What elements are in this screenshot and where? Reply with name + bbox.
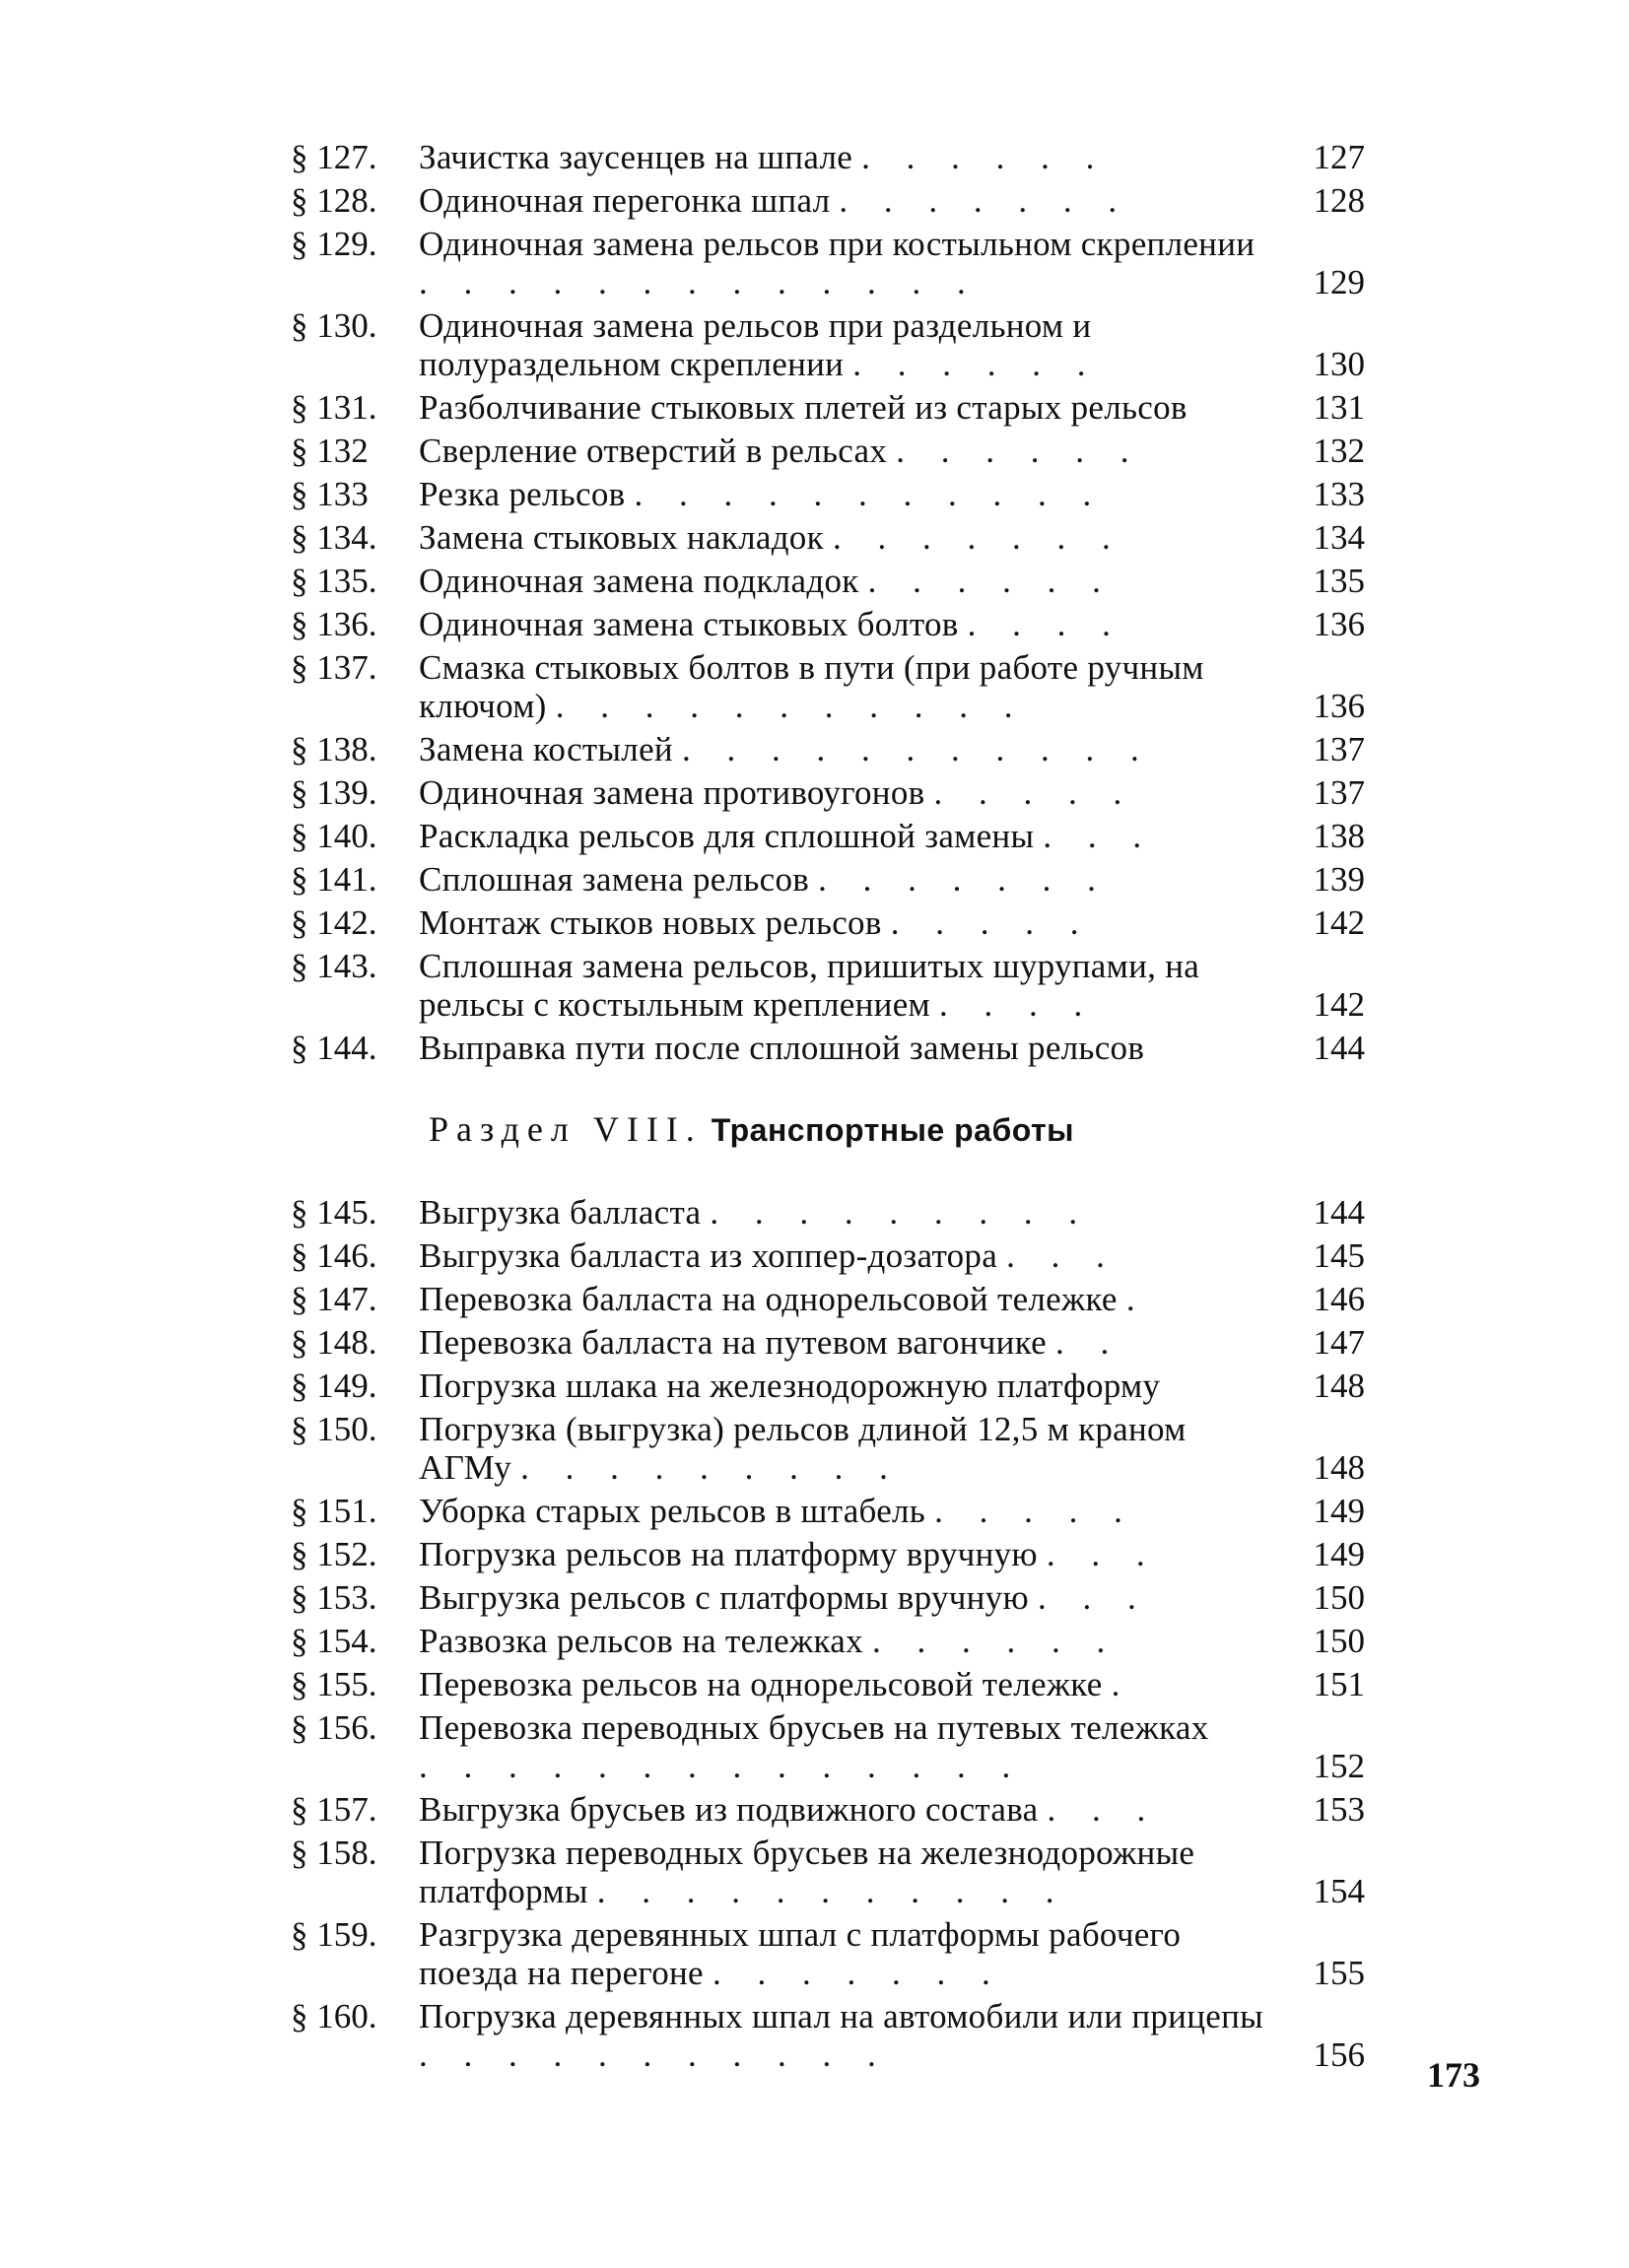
toc-entry-leader: . . . . . . . . . . . xyxy=(682,730,1153,768)
toc-entry xyxy=(291,817,1365,855)
toc-entry-title: Одиночная замена противоугонов xyxy=(419,773,925,812)
toc-entry-section: § 140. xyxy=(291,817,377,855)
section-heading xyxy=(429,1108,1365,1150)
toc-entry-title: Погрузка (выгрузка) рельсов длиной 12,5 м краном АГМу xyxy=(419,1410,1187,1487)
toc-entry-title: Перевозка балласта на однорельсовой тележке xyxy=(419,1280,1118,1318)
toc-entry-title-wrap xyxy=(419,1578,1276,1617)
toc-entry-title: Сверление отверстий в рельсах xyxy=(419,432,888,470)
toc-entry-page: 149 xyxy=(1313,1492,1365,1530)
toc-entry-title: Раскладка рельсов для сплошной замены xyxy=(419,817,1035,855)
toc-entry-page: 133 xyxy=(1313,475,1365,513)
toc-entry-title-wrap xyxy=(419,475,1276,513)
toc-entry-leader: . . . xyxy=(1038,1578,1150,1617)
toc-entry xyxy=(291,475,1365,513)
toc-entry-page: 151 xyxy=(1313,1665,1365,1703)
toc-entry-page: 152 xyxy=(1313,1747,1365,1785)
toc-entry-section: § 146. xyxy=(291,1236,377,1275)
toc-entry-title: Разгрузка деревянных шпал с платформы рабочего поезда на перегоне xyxy=(419,1915,1182,1992)
toc-entry-title-wrap xyxy=(419,1323,1276,1362)
toc-entry-leader: . . . . . xyxy=(934,1492,1136,1530)
toc-entry xyxy=(291,1029,1365,1067)
toc-entry-page: 154 xyxy=(1313,1872,1365,1910)
toc-entry-title: Выгрузка балласта xyxy=(419,1193,702,1232)
toc-entry-page: 139 xyxy=(1313,860,1365,899)
toc-entry xyxy=(291,947,1365,1024)
toc-entry-title-wrap xyxy=(419,817,1276,855)
toc-entry-page: 142 xyxy=(1313,903,1365,942)
toc-entry-title-wrap xyxy=(419,1997,1276,2074)
toc-entry-title: Выгрузка балласта из хоппер-дозатора xyxy=(419,1236,998,1275)
toc-entry-title: Погрузка деревянных шпал на автомобили или прицепы xyxy=(419,1997,1263,2035)
toc-entry-page: 156 xyxy=(1313,2035,1365,2074)
toc-entry-title-wrap xyxy=(419,388,1276,427)
toc-entry-page: 150 xyxy=(1313,1622,1365,1660)
toc-entry-leader: . . . . xyxy=(939,985,1097,1024)
toc-entry-section: § 149. xyxy=(291,1367,377,1405)
toc-entry-title: Перевозка балласта на путевом вагончике xyxy=(419,1323,1047,1362)
toc-entry-title-wrap xyxy=(419,1665,1276,1703)
toc-entry xyxy=(291,1280,1365,1318)
toc-entry-title: Сплошная замена рельсов xyxy=(419,860,810,899)
toc-entry-title: Замена стыковых накладок xyxy=(419,518,824,557)
toc-entry-title: Уборка старых рельсов в штабель xyxy=(419,1492,926,1530)
toc-entry xyxy=(291,306,1365,383)
toc-entry-leader: . . . . . . . . . . . . . xyxy=(419,263,980,301)
toc-entry-title: Разболчивание стыковых плетей из старых рельсов xyxy=(419,388,1188,427)
toc-entry-leader: . . . . . . xyxy=(861,138,1109,176)
toc-entry xyxy=(291,860,1365,899)
toc-entry-leader: . . . . . . . . . . . . . . xyxy=(419,1747,1025,1785)
toc-entry-page: 134 xyxy=(1313,518,1365,557)
toc-entry-leader: . . . xyxy=(1006,1236,1119,1275)
section-heading-title: Транспортные работы xyxy=(711,1112,1074,1148)
toc-entry-leader: . . . . . xyxy=(890,903,1093,942)
page-number: 173 xyxy=(1427,2055,1480,2095)
toc-entry-page: 145 xyxy=(1313,1236,1365,1275)
toc-entry-title: Одиночная замена подкладок xyxy=(419,562,859,600)
toc-entry xyxy=(291,605,1365,643)
toc-entry-section: § 141. xyxy=(291,860,377,899)
toc-entry-section: § 152. xyxy=(291,1535,377,1573)
toc-entry xyxy=(291,518,1365,557)
toc-entry-title-wrap xyxy=(419,903,1276,942)
toc-entry xyxy=(291,1535,1365,1573)
toc-entry-section: § 160. xyxy=(291,1997,377,2035)
toc-entry-title-wrap xyxy=(419,605,1276,643)
toc-entry-section: § 132 xyxy=(291,432,369,470)
toc-entry-leader: . . . . . . . xyxy=(818,860,1110,899)
toc-entry-leader: . xyxy=(1111,1665,1134,1703)
toc-list-top xyxy=(291,138,1365,1067)
toc-entry xyxy=(291,1665,1365,1703)
toc-entry-section: § 156. xyxy=(291,1708,377,1747)
toc-entry-title-wrap xyxy=(419,1029,1276,1067)
toc-entry-leader: . . . . xyxy=(967,605,1124,643)
toc-entry-section: § 142. xyxy=(291,903,377,942)
toc-entry-title: Резка рельсов xyxy=(419,475,626,513)
toc-entry xyxy=(291,1410,1365,1487)
toc-entry-leader: . . . . . xyxy=(933,773,1136,812)
toc-entry xyxy=(291,225,1365,301)
toc-entry-title: Смазка стыковых болтов в пути (при работе ручным ключом) xyxy=(419,648,1204,725)
toc-entry xyxy=(291,903,1365,942)
toc-entry-section: § 135. xyxy=(291,562,377,600)
toc-entry xyxy=(291,138,1365,176)
toc-entry-page: 142 xyxy=(1313,985,1365,1024)
toc-entry-leader: . . . xyxy=(1047,1790,1160,1829)
toc-entry-leader: . . . xyxy=(1043,817,1156,855)
toc-entry xyxy=(291,1578,1365,1617)
toc-entry-page: 132 xyxy=(1313,432,1365,470)
toc-entry-section: § 128. xyxy=(291,181,377,220)
toc-entry-title-wrap xyxy=(419,1236,1276,1275)
toc-entry-leader: . . . . . . . xyxy=(832,518,1124,557)
toc-entry-section: § 134. xyxy=(291,518,377,557)
toc-entry-section: § 131. xyxy=(291,388,377,427)
toc-entry-leader: . . . . . . . xyxy=(712,1954,1004,1992)
toc-entry-page: 138 xyxy=(1313,817,1365,855)
toc-entry-title: Одиночная замена рельсов при раздельном и полураздельном скреплении xyxy=(419,306,1092,383)
toc-entry-page: 147 xyxy=(1313,1323,1365,1362)
toc-entry xyxy=(291,1236,1365,1275)
toc-entry-title: Перевозка переводных брусьев на путевых тележках xyxy=(419,1708,1209,1747)
toc-entry-title: Сплошная замена рельсов, пришитых шурупами, на рельсы с костыльным креплением xyxy=(419,947,1200,1024)
toc-entry-page: 127 xyxy=(1313,138,1365,176)
toc-entry-section: § 138. xyxy=(291,730,377,768)
toc-entry-leader: . . . . . . . . . xyxy=(520,1448,902,1487)
toc-entry-title-wrap xyxy=(419,773,1276,812)
toc-entry-page: 153 xyxy=(1313,1790,1365,1829)
toc-entry-page: 144 xyxy=(1313,1029,1365,1067)
toc-entry-leader: . . . xyxy=(1046,1535,1159,1573)
toc-entry-section: § 155. xyxy=(291,1665,377,1703)
toc-entry-page: 131 xyxy=(1313,388,1365,427)
toc-entry-title-wrap xyxy=(419,648,1276,725)
toc-entry-section: § 158. xyxy=(291,1834,377,1872)
toc-entry-title: Одиночная замена рельсов при костыльном скреплении xyxy=(419,225,1256,263)
toc-entry-leader: . . . . . . . . . . . xyxy=(419,2035,890,2074)
toc-entry xyxy=(291,562,1365,600)
toc-entry-page: 129 xyxy=(1313,263,1365,301)
toc-entry xyxy=(291,1790,1365,1829)
toc-entry xyxy=(291,648,1365,725)
toc-entry-section: § 143. xyxy=(291,947,377,985)
toc-entry-section: § 159. xyxy=(291,1915,377,1954)
toc-entry-title-wrap xyxy=(419,1790,1276,1829)
toc-entry-leader: . . . . . . xyxy=(852,345,1100,383)
toc-entry xyxy=(291,1915,1365,1992)
toc-entry-page: 128 xyxy=(1313,181,1365,220)
toc-entry-leader: . . . . . . . . . xyxy=(710,1193,1092,1232)
toc-entry-title-wrap xyxy=(419,1834,1276,1910)
toc-entry-section: § 150. xyxy=(291,1410,377,1448)
toc-entry-section: § 129. xyxy=(291,225,377,263)
toc-entry-leader: . . . . . . xyxy=(867,562,1115,600)
toc-entry-page: 148 xyxy=(1313,1367,1365,1405)
toc-entry-title: Замена костылей xyxy=(419,730,673,768)
toc-entry-leader: . . . . . . . . . . . xyxy=(634,475,1106,513)
toc-entry-page: 149 xyxy=(1313,1535,1365,1573)
toc-entry-title: Развозка рельсов на тележках xyxy=(419,1622,863,1660)
toc-entry-title-wrap xyxy=(419,1622,1276,1660)
toc-entry-section: § 139. xyxy=(291,773,377,812)
toc-entry xyxy=(291,773,1365,812)
toc-entry-title-wrap xyxy=(419,518,1276,557)
toc-entry-title-wrap xyxy=(419,562,1276,600)
toc-entry-section: § 144. xyxy=(291,1029,377,1067)
toc-entry-page: 150 xyxy=(1313,1578,1365,1617)
toc-entry-section: § 127. xyxy=(291,138,377,176)
toc-entry-title-wrap xyxy=(419,1410,1276,1487)
toc-entry-title-wrap xyxy=(419,225,1276,301)
toc-entry-title-wrap xyxy=(419,1367,1276,1405)
toc-entry-title-wrap xyxy=(419,1708,1276,1785)
toc-entry-title-wrap xyxy=(419,947,1276,1024)
toc-entry xyxy=(291,1193,1365,1232)
toc-entry-section: § 147. xyxy=(291,1280,377,1318)
table-of-contents xyxy=(291,138,1365,2079)
toc-entry-section: § 136. xyxy=(291,605,377,643)
toc-entry-leader: . . . . . . . . . . . xyxy=(555,687,1027,725)
toc-entry-page: 155 xyxy=(1313,1954,1365,1992)
toc-entry-section: § 137. xyxy=(291,648,377,687)
toc-entry-page: 135 xyxy=(1313,562,1365,600)
toc-entry-title-wrap xyxy=(419,1193,1276,1232)
toc-entry xyxy=(291,1622,1365,1660)
toc-entry-title-wrap xyxy=(419,1280,1276,1318)
toc-entry-title-wrap xyxy=(419,306,1276,383)
toc-entry-section: § 151. xyxy=(291,1492,377,1530)
toc-list-bottom xyxy=(291,1193,1365,2074)
toc-entry xyxy=(291,181,1365,220)
toc-entry-title: Зачистка заусенцев на шпале xyxy=(419,138,853,176)
toc-entry-title-wrap xyxy=(419,181,1276,220)
toc-entry-page: 144 xyxy=(1313,1193,1365,1232)
toc-entry-title-wrap xyxy=(419,1915,1276,1992)
toc-entry-section: § 130. xyxy=(291,306,377,345)
toc-entry-page: 137 xyxy=(1313,773,1365,812)
toc-entry-leader: . . . . . . xyxy=(896,432,1143,470)
toc-entry-page: 136 xyxy=(1313,605,1365,643)
toc-entry xyxy=(291,1492,1365,1530)
toc-entry-leader: . . . . . . xyxy=(871,1622,1120,1660)
toc-entry xyxy=(291,388,1365,427)
toc-entry-page: 148 xyxy=(1313,1448,1365,1487)
toc-entry xyxy=(291,730,1365,768)
toc-entry xyxy=(291,432,1365,470)
toc-entry-page: 136 xyxy=(1313,687,1365,725)
toc-entry-leader: . . xyxy=(1055,1323,1123,1362)
toc-entry-title: Выгрузка брусьев из подвижного состава xyxy=(419,1790,1039,1829)
toc-entry-title-wrap xyxy=(419,1492,1276,1530)
toc-entry-title-wrap xyxy=(419,1535,1276,1573)
toc-entry-title-wrap xyxy=(419,730,1276,768)
toc-entry-page: 146 xyxy=(1313,1280,1365,1318)
toc-entry-title: Монтаж стыков новых рельсов xyxy=(419,903,882,942)
toc-entry-title: Погрузка переводных брусьев на железнодорожные платформы xyxy=(419,1834,1195,1910)
toc-entry-section: § 153. xyxy=(291,1578,377,1617)
toc-entry-title: Погрузка рельсов на платформу вручную xyxy=(419,1535,1038,1573)
toc-entry xyxy=(291,1367,1365,1405)
toc-entry-title: Одиночная перегонка шпал xyxy=(419,181,831,220)
toc-entry-title-wrap xyxy=(419,432,1276,470)
toc-entry-title-wrap xyxy=(419,860,1276,899)
toc-entry-leader: . . . . . . . . . . . xyxy=(596,1872,1068,1910)
toc-entry-section: § 157. xyxy=(291,1790,377,1829)
section-heading-label: Раздел VIII. xyxy=(429,1109,703,1149)
toc-entry-title: Выправка пути после сплошной замены рельсов xyxy=(419,1029,1145,1067)
toc-entry xyxy=(291,1323,1365,1362)
toc-entry-title: Погрузка шлака на железнодорожную платформу xyxy=(419,1367,1161,1405)
toc-entry-page: 130 xyxy=(1313,345,1365,383)
toc-entry xyxy=(291,1834,1365,1910)
toc-entry-leader: . . . . . . . xyxy=(839,181,1131,220)
toc-entry xyxy=(291,1997,1365,2074)
toc-entry-section: § 133 xyxy=(291,475,369,513)
toc-entry-title: Выгрузка рельсов с платформы вручную xyxy=(419,1578,1029,1617)
toc-entry-section: § 145. xyxy=(291,1193,377,1232)
toc-entry-page: 137 xyxy=(1313,730,1365,768)
toc-entry-title-wrap xyxy=(419,138,1276,176)
toc-entry-title: Перевозка рельсов на однорельсовой тележке xyxy=(419,1665,1103,1703)
toc-entry-section: § 148. xyxy=(291,1323,377,1362)
toc-entry-title: Одиночная замена стыковых болтов xyxy=(419,605,959,643)
toc-entry-leader: . xyxy=(1125,1280,1149,1318)
toc-entry xyxy=(291,1708,1365,1785)
toc-entry-section: § 154. xyxy=(291,1622,377,1660)
